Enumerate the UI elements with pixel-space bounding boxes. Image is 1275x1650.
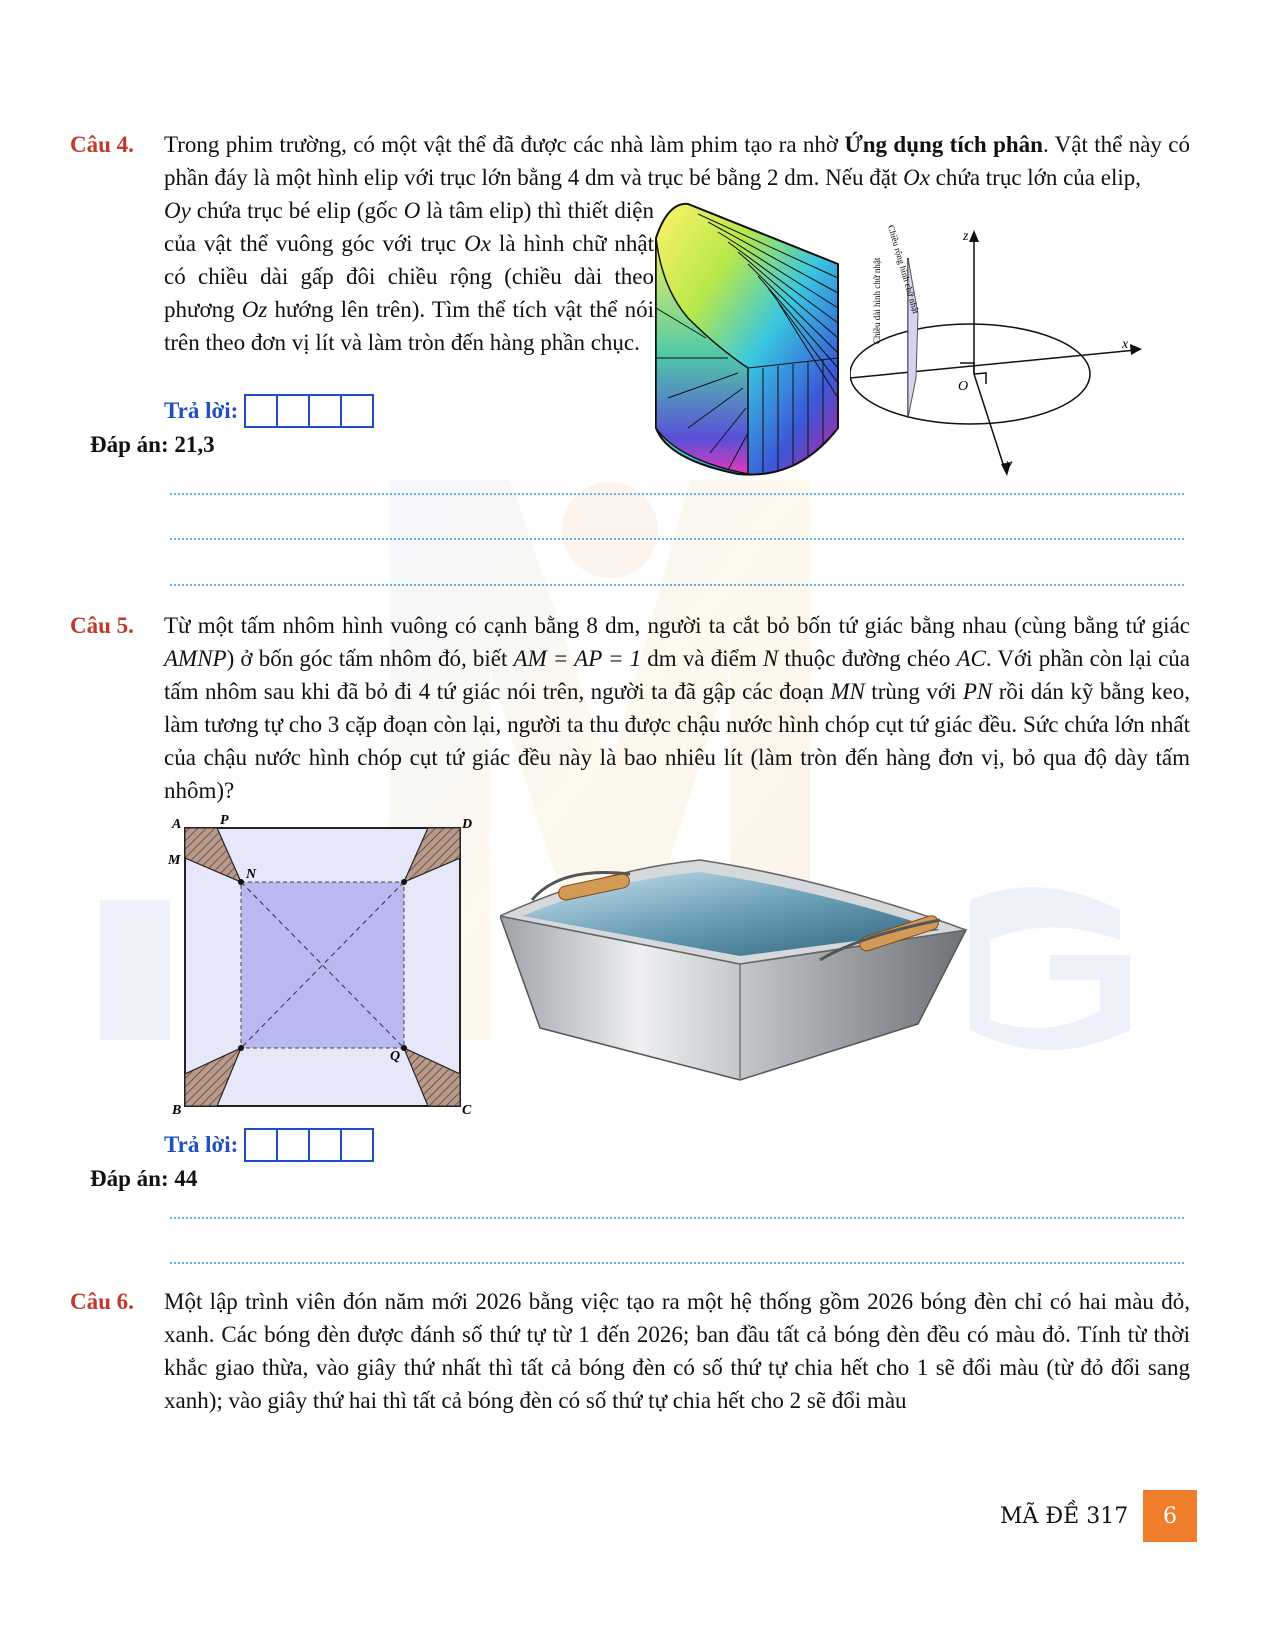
origin-label: O bbox=[958, 379, 969, 394]
q4-text-g: hướng lên trên). Tìm thể tích vật thể nói trên theo đơn vị lít và làm tròn đến hàng phần chục. bbox=[164, 297, 654, 355]
q4-text-f: là hình chữ nhật có chiều dài gấp đôi chiều rộng (chiều dài theo phương bbox=[164, 231, 654, 322]
q4-text-e: là tâm elip) thì thiết diện của vật thể vuông góc với trục bbox=[164, 198, 654, 256]
q5-text-g: rồi dán kỹ bằng keo, làm tương tự cho 3 cặp đoạn còn lại, người ta thu được chậu nước hình chóp cụt tứ giác đều. Sức chứa lớn nhất của chậu nước hình chóp cụt tứ giác đều này là bao nhiêu lít (làm tròn đến hàng đơn vị, bỏ qua độ dày tấm nhôm)? bbox=[164, 679, 1190, 803]
answer-line[interactable] bbox=[170, 1217, 1184, 1219]
question-4-text bbox=[164, 128, 1190, 194]
q5-text-a: Từ một tấm nhôm hình vuông có cạnh bằng 8 dm, người ta cắt bỏ bốn tứ giác bằng nhau (cùng bằng tứ giác bbox=[164, 613, 1190, 638]
question-5 bbox=[70, 609, 1190, 807]
exam-code: MÃ ĐỀ 317 bbox=[1000, 1504, 1129, 1529]
question-4 bbox=[70, 128, 1190, 194]
question-6-text: Một lập trình viên đón năm mới 2026 bằng việc tạo ra một hệ thống gồm 2026 bóng đèn chỉ có hai màu đỏ, xanh. Các bóng đèn được đánh số thứ tự từ 1 đến 2026; ban đầu tất cả bóng đèn đều có màu đỏ. Tính từ thời khắc giao thừa, vào giây thứ nhất thì tất cả bóng đèn có số thứ tự chia hết cho 1 sẽ đổi màu (từ đỏ đổi sang xanh); vào giây thứ hai thì tất cả bóng đèn có số thứ tự chia hết cho 2 sẽ đổi màu bbox=[164, 1289, 1190, 1413]
q4-axis-diagram bbox=[850, 218, 1150, 480]
z-arrow-icon bbox=[969, 230, 979, 242]
vertex-n: N bbox=[246, 867, 257, 882]
q5-answer-boxes bbox=[244, 1128, 372, 1162]
metal-tub-image bbox=[500, 856, 980, 1092]
q5-answer-row bbox=[164, 1128, 372, 1162]
q4-oy: Oy bbox=[164, 198, 191, 223]
q4-answer-key: Đáp án: 21,3 bbox=[90, 432, 215, 457]
q4-text-c: chứa trục lớn của elip, bbox=[929, 165, 1142, 190]
q4-ox: Ox bbox=[903, 165, 930, 190]
vertex-a: A bbox=[172, 817, 182, 832]
question-5-label: Câu 5. bbox=[70, 613, 134, 638]
q4-answer-row bbox=[164, 394, 372, 428]
rect-length-label: Chiều dài hình chữ nhật bbox=[872, 257, 882, 344]
q4-solid-figure bbox=[648, 198, 858, 480]
vertex-m: M bbox=[168, 853, 181, 868]
vertex-p: P bbox=[220, 813, 229, 828]
answer-line[interactable] bbox=[170, 493, 1184, 495]
axis-z-label: z bbox=[963, 229, 969, 244]
q4-ox2: Ox bbox=[464, 231, 491, 256]
q5-text-b: ) ở bốn góc tấm nhôm đó, biết bbox=[226, 646, 514, 671]
q5-square-figure bbox=[160, 806, 490, 1126]
vertex-q: Q bbox=[390, 1049, 401, 1064]
question-4-text-narrow bbox=[164, 194, 654, 359]
vertex-b: B bbox=[172, 1103, 182, 1118]
q5-ac: AC bbox=[956, 646, 986, 671]
q5-answer-box[interactable] bbox=[276, 1128, 310, 1162]
q5-answer-box[interactable] bbox=[308, 1128, 342, 1162]
vertex-d: D bbox=[462, 817, 473, 832]
q4-answer-box[interactable] bbox=[308, 394, 342, 428]
q4-answer-box[interactable] bbox=[276, 394, 310, 428]
answer-line[interactable] bbox=[170, 1262, 1184, 1264]
answer-line[interactable] bbox=[170, 584, 1184, 586]
q5-mn: MN bbox=[830, 679, 865, 704]
x-arrow-icon bbox=[1130, 344, 1142, 355]
rect-width-label: Chiều rộng hình chữ nhật bbox=[886, 223, 922, 315]
vertex-c: C bbox=[462, 1103, 472, 1118]
q5-answer-key: Đáp án: 44 bbox=[90, 1166, 198, 1191]
q5-answer-box[interactable] bbox=[244, 1128, 278, 1162]
q4-oz: Oz bbox=[241, 297, 268, 322]
q5-text-d: thuộc đường chéo bbox=[778, 646, 957, 671]
answer-line[interactable] bbox=[170, 538, 1184, 540]
q5-answer-label: Trả lời: bbox=[164, 1132, 239, 1157]
q5-formula: AM = AP = 1 bbox=[513, 646, 642, 671]
question-4-label: Câu 4. bbox=[70, 132, 134, 157]
q5-pn: PN bbox=[962, 679, 993, 704]
q4-text-d: chứa trục bé elip (gốc bbox=[190, 198, 404, 223]
axis-x-label: x bbox=[1122, 337, 1129, 352]
axis-y-label: y bbox=[1006, 457, 1013, 472]
question-6 bbox=[70, 1285, 1190, 1417]
question-6-label: Câu 6. bbox=[70, 1289, 134, 1314]
q4-text-b: . Vật thể này có phần đáy là một hình elip với trục lớn bằng 4 dm và trục bé bằng 2 dm. Nếu đặt bbox=[164, 132, 1190, 190]
q4-answer-box[interactable] bbox=[340, 394, 374, 428]
q5-n: N bbox=[762, 646, 779, 671]
q4-answer-box[interactable] bbox=[244, 394, 278, 428]
q4-answer-boxes bbox=[244, 394, 372, 428]
q5-text-c: dm và điểm bbox=[641, 646, 763, 671]
q5-amnp: AMNP bbox=[164, 646, 227, 671]
q4-answer-label: Trả lời: bbox=[164, 398, 239, 423]
q5-text-f: trùng với bbox=[864, 679, 963, 704]
question-5-text bbox=[164, 609, 1190, 807]
q4-o: O bbox=[403, 198, 421, 223]
q4-text-a: Trong phim trường, có một vật thể đã được các nhà làm phim tạo ra nhờ bbox=[164, 132, 845, 157]
q5-answer-box[interactable] bbox=[340, 1128, 374, 1162]
q5-text-e: . Với phần còn lại của tấm nhôm sau khi đã bỏ đi 4 tứ giác nói trên, người ta đã gập các đoạn bbox=[164, 646, 1190, 704]
page-number: 6 bbox=[1143, 1490, 1197, 1542]
q4-text-bold: Ứng dụng tích phân bbox=[844, 132, 1043, 157]
